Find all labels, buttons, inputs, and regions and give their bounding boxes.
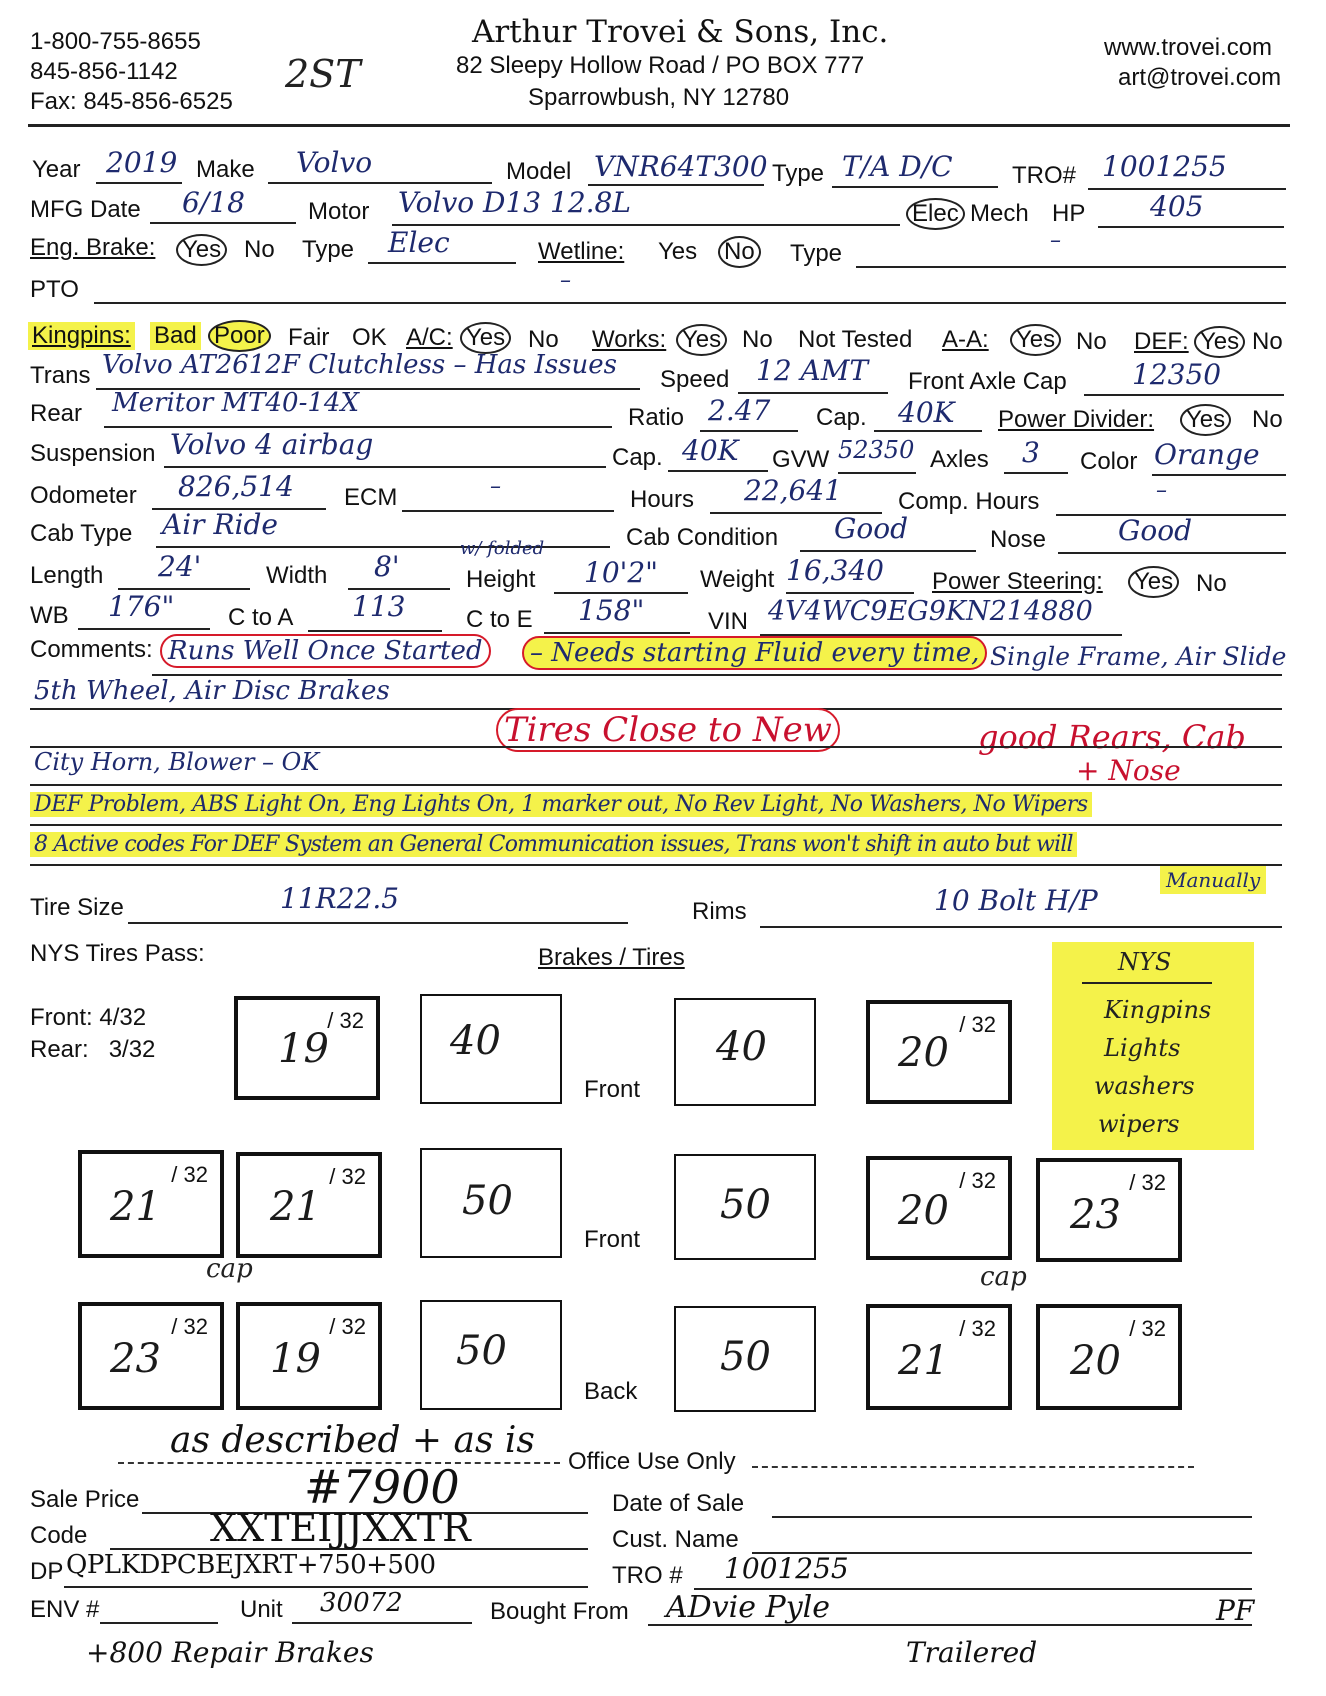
mfg-date-label: MFG Date — [30, 196, 141, 223]
rear-value: Meritor MT40-14X — [112, 388, 359, 418]
as-described-note: as described + as is — [170, 1420, 535, 1461]
wb-line — [78, 628, 210, 630]
model-value: VNR64T300 — [594, 150, 768, 183]
gvw-line — [838, 472, 916, 474]
cap-note-left: cap — [206, 1254, 253, 1284]
hours-value: 22,641 — [744, 474, 842, 507]
mfg-date-value: 6/18 — [182, 186, 245, 219]
tro2-value: 1001255 — [724, 1552, 849, 1585]
tro-label: TRO# — [1012, 162, 1077, 189]
eng-brake-yes-circled: Yes — [176, 234, 227, 266]
height-label: Height — [466, 566, 536, 593]
aa-label: A-A: — [942, 326, 989, 353]
tire-box-front-right: / 32 20 — [866, 1000, 1012, 1104]
nys-note-lights: Lights — [1104, 1034, 1181, 1062]
hours-label: Hours — [630, 486, 695, 513]
model-label: Model — [506, 158, 572, 185]
comment-def-problem: DEF Problem, ABS Light On, Eng Lights On, 1 marker out, No Rev Light, No Washers, No Wipers — [30, 792, 1092, 817]
speed-value: 12 AMT — [756, 354, 869, 387]
phone-2: 845-856-1142 — [30, 58, 178, 85]
ratio-label: Ratio — [628, 404, 685, 431]
hp-line — [1098, 226, 1284, 228]
length-value: 24' — [158, 550, 202, 583]
dp-value: QPLKDPCBEJXRT+750+500 — [66, 1550, 436, 1580]
tire-box-value: 20 — [898, 1188, 949, 1234]
width-label: Width — [266, 562, 328, 589]
pf-value: PF — [1216, 1594, 1255, 1627]
brake-box-value: 50 — [720, 1182, 771, 1228]
power-divider-label: Power Divider: — [998, 406, 1155, 433]
ac-label: A/C: — [406, 324, 453, 351]
front-axle-cap-label: Front Axle Cap — [908, 368, 1067, 395]
suspension-label: Suspension — [30, 440, 156, 467]
nys-note-underline — [1082, 982, 1212, 984]
fax: Fax: 845-856-6525 — [30, 88, 233, 115]
brake-box-value: 40 — [450, 1018, 501, 1064]
hand-mark: 2ST — [285, 52, 361, 96]
brake-box-mid-left — [420, 1148, 562, 1258]
mech-option: Mech — [970, 200, 1029, 227]
motor-label: Motor — [308, 198, 370, 225]
mfg-date-line — [150, 222, 296, 224]
kingpins-poor-circled: Poor — [208, 320, 271, 352]
tire-box-rear-right-inner: / 32 21 — [866, 1304, 1012, 1410]
motor-line — [392, 224, 900, 226]
unit-line — [292, 1622, 472, 1624]
date-of-sale-label: Date of Sale — [612, 1490, 745, 1517]
type-label: Type — [772, 160, 825, 187]
kingpins-bad: Bad — [150, 322, 201, 350]
pto-value: – — [560, 268, 571, 293]
wetline-yes: Yes — [658, 238, 698, 265]
rear-tread-label: Rear: 3/32 — [30, 1036, 156, 1063]
hp-label: HP — [1052, 200, 1086, 227]
comp-hours-label: Comp. Hours — [898, 488, 1040, 515]
comment-fifth-wheel: 5th Wheel, Air Disc Brakes — [34, 676, 390, 706]
weight-line — [786, 592, 914, 594]
kingpins-ok: OK — [352, 324, 387, 351]
brake-box-front-right — [674, 998, 816, 1106]
nose-line — [1058, 552, 1286, 554]
sale-price-value: #7900 — [304, 1460, 460, 1514]
gvw-value: 52350 — [838, 436, 915, 464]
front-axle-cap-line — [1084, 394, 1284, 396]
comments-line-5 — [30, 824, 1282, 826]
c-to-a-label: C to A — [228, 604, 294, 631]
type-value: T/A D/C — [842, 150, 953, 183]
cab-condition-line — [800, 550, 976, 552]
code-label: Code — [30, 1522, 88, 1549]
address-line-1: 82 Sleepy Hollow Road / PO BOX 777 — [456, 52, 865, 79]
brakes-tires-label: Brakes / Tires — [538, 944, 685, 971]
office-use-only-label: Office Use Only — [568, 1448, 736, 1475]
tire-box-value: 23 — [1070, 1192, 1121, 1238]
rims-label: Rims — [692, 898, 747, 925]
tire-box-value: 21 — [898, 1338, 949, 1384]
comment-single-frame: Single Frame, Air Slide — [990, 642, 1287, 671]
office-dashed-right — [752, 1466, 1194, 1468]
height-value: 10'2" — [584, 556, 659, 589]
address-line-2: Sparrowbush, NY 12780 — [528, 84, 790, 111]
cab-condition-label: Cab Condition — [626, 524, 779, 551]
bought-from-value: ADvie Pyle — [666, 1590, 831, 1625]
brake-box-value: 40 — [716, 1024, 767, 1070]
comments-line-6 — [30, 864, 1282, 866]
aa-yes-circled: Yes — [1010, 324, 1061, 356]
date-of-sale-line — [772, 1516, 1252, 1518]
eng-type-line — [368, 262, 516, 264]
brake-box-value: 50 — [462, 1178, 513, 1224]
comment-good-rears: good Rears, Cab — [978, 718, 1246, 756]
wetline-type-value: – — [1050, 228, 1061, 253]
make-line — [268, 182, 492, 184]
unit-value: 30072 — [320, 1588, 403, 1618]
length-label: Length — [30, 562, 104, 589]
nys-note-wipers: wipers — [1098, 1110, 1180, 1138]
tire-size-line — [128, 922, 628, 924]
tire-box-value: 19 — [278, 1026, 329, 1072]
ecm-line — [402, 510, 614, 512]
comment-manually: Manually — [1160, 866, 1266, 894]
tire-box-value: 19 — [270, 1336, 321, 1382]
tire-box-value: 21 — [270, 1184, 321, 1230]
eng-type-value: Elec — [388, 226, 450, 259]
comment-runs-well-circled: Runs Well Once Started — [160, 634, 491, 668]
rims-value: 10 Bolt H/P — [934, 884, 1098, 917]
tire-box-mid-right-inner: / 32 20 — [866, 1156, 1012, 1260]
eng-brake-label: Eng. Brake: — [30, 234, 156, 261]
def-yes-circled: Yes — [1194, 326, 1245, 358]
kingpins-fair: Fair — [288, 324, 330, 351]
tire-box-value: 20 — [898, 1030, 949, 1076]
sale-price-label: Sale Price — [30, 1486, 140, 1513]
bought-from-label: Bought From — [490, 1598, 629, 1625]
eng-type-label: Type — [302, 236, 355, 263]
comment-tires-close-to-new: Tires Close to New — [496, 708, 840, 752]
make-label: Make — [196, 156, 255, 183]
c-to-e-value: 158" — [578, 594, 645, 627]
c-to-e-label: C to E — [466, 606, 533, 633]
repair-brakes-note: +800 Repair Brakes — [86, 1636, 374, 1669]
company-name: Arthur Trovei & Sons, Inc. — [472, 14, 889, 50]
wetline-type-line — [856, 266, 1286, 268]
power-divider-yes-circled: Yes — [1180, 404, 1231, 436]
brake-box-mid-right — [674, 1154, 816, 1260]
comment-city-horn: City Horn, Blower – OK — [34, 748, 320, 776]
height-note: w/ folded — [460, 538, 545, 559]
weight-label: Weight — [700, 566, 775, 593]
tire-box-rear-left-outer: / 32 23 — [78, 1302, 224, 1410]
axle-label-back: Back — [584, 1378, 638, 1405]
power-divider-no: No — [1252, 406, 1283, 433]
tire-size-value: 11R22.5 — [280, 882, 400, 915]
susp-cap-value: 40K — [682, 434, 739, 467]
nys-note-title: NYS — [1118, 948, 1172, 976]
wetline-type-label: Type — [790, 240, 843, 267]
comments-line-4 — [30, 784, 1282, 786]
color-line — [1152, 474, 1286, 476]
pto-line — [94, 302, 1286, 304]
email: art@trovei.com — [1118, 64, 1282, 91]
speed-label: Speed — [660, 366, 730, 393]
env-label: ENV # — [30, 1596, 100, 1623]
wb-label: WB — [30, 602, 69, 629]
cab-type-value: Air Ride — [162, 508, 278, 541]
tire-box-rear-left-inner: / 32 19 — [236, 1302, 382, 1410]
ac-no: No — [528, 326, 559, 353]
nys-note-kingpins: Kingpins — [1104, 996, 1212, 1024]
front-tread-label: Front: 4/32 — [30, 1004, 147, 1031]
c-to-a-line — [308, 630, 442, 632]
tro2-label: TRO # — [612, 1562, 683, 1589]
vin-label: VIN — [708, 608, 749, 635]
ratio-line — [700, 430, 798, 432]
trans-label: Trans — [30, 362, 91, 389]
axle-label-front-2: Front — [584, 1226, 641, 1253]
suspension-value: Volvo 4 airbag — [170, 428, 374, 461]
year-line — [96, 182, 182, 184]
eng-brake-no: No — [244, 236, 275, 263]
motor-value: Volvo D13 12.8L — [398, 186, 631, 219]
weight-value: 16,340 — [786, 554, 884, 587]
power-steering-no: No — [1196, 570, 1227, 597]
vin-value: 4V4WC9EG9KN214880 — [768, 596, 1093, 627]
rear-cap-label: Cap. — [816, 404, 867, 431]
env-line — [100, 1622, 218, 1624]
wb-value: 176" — [108, 590, 175, 623]
color-label: Color — [1080, 448, 1138, 475]
cab-condition-value: Good — [834, 512, 909, 545]
cap-note-right: cap — [980, 1262, 1027, 1292]
works-not-tested: Not Tested — [798, 326, 913, 353]
tire-box-mid-left-outer: / 32 21 — [78, 1150, 224, 1258]
type-line — [832, 186, 998, 188]
gvw-label: GVW — [772, 446, 830, 473]
width-value: 8' — [374, 550, 400, 583]
phone-1: 1-800-755-8655 — [30, 28, 201, 55]
nose-value: Good — [1118, 514, 1193, 547]
brake-box-value: 50 — [456, 1328, 507, 1374]
tire-box-value: 23 — [110, 1336, 161, 1382]
susp-cap-line — [668, 470, 768, 472]
ac-yes-circled: Yes — [460, 322, 511, 354]
axles-value: 3 — [1022, 436, 1040, 469]
tire-box-value: 21 — [110, 1184, 161, 1230]
tire-box-mid-left-inner: / 32 21 — [236, 1152, 382, 1258]
odometer-value: 826,514 — [178, 470, 294, 503]
rear-cap-value: 40K — [898, 396, 955, 429]
works-no: No — [742, 326, 773, 353]
brake-box-front-left — [420, 994, 562, 1104]
c-to-a-value: 113 — [352, 590, 406, 623]
works-yes-circled: Yes — [676, 324, 727, 356]
def-no: No — [1252, 328, 1283, 355]
comment-starting-fluid-circled: – Needs starting Fluid every time, — [522, 636, 987, 670]
pto-label: PTO — [30, 276, 79, 303]
def-label: DEF: — [1134, 328, 1189, 355]
code-value: XXTEIJJXXTR — [210, 1506, 471, 1550]
website: www.trovei.com — [1104, 34, 1273, 61]
power-steering-yes-circled: Yes — [1128, 566, 1179, 598]
comp-hours-value: – — [1156, 478, 1167, 503]
wetline-label: Wetline: — [538, 238, 625, 265]
trans-value: Volvo AT2612F Clutchless – Has Issues — [102, 350, 617, 380]
rims-line — [760, 926, 1282, 928]
odometer-label: Odometer — [30, 482, 137, 509]
header-divider — [28, 124, 1290, 127]
comment-plus-nose: + Nose — [1076, 754, 1181, 787]
power-steering-label: Power Steering: — [932, 568, 1103, 595]
nys-tires-pass-label: NYS Tires Pass: — [30, 940, 205, 967]
axles-line — [1004, 472, 1068, 474]
brake-box-rear-right — [674, 1306, 816, 1412]
dp-label: DP — [30, 1558, 64, 1585]
trailered-note: Trailered — [906, 1636, 1038, 1669]
suspension-line — [164, 466, 606, 468]
brake-box-rear-left — [420, 1300, 562, 1410]
ecm-value: – — [490, 474, 501, 499]
tire-box-value: 20 — [1070, 1338, 1121, 1384]
color-value: Orange — [1154, 438, 1260, 471]
cab-type-label: Cab Type — [30, 520, 133, 547]
axle-label-front-1: Front — [584, 1076, 641, 1103]
susp-cap-label: Cap. — [612, 444, 663, 471]
rear-cap-line — [874, 430, 982, 432]
comments-label: Comments: — [30, 636, 153, 663]
works-label: Works: — [592, 326, 667, 353]
c-to-e-line — [544, 632, 690, 634]
cust-name-label: Cust. Name — [612, 1526, 739, 1553]
ecm-label: ECM — [344, 484, 398, 511]
hp-value: 405 — [1150, 190, 1204, 223]
year-value: 2019 — [106, 146, 178, 179]
rear-label: Rear — [30, 400, 83, 427]
elec-option-circled: Elec — [906, 198, 965, 230]
tire-box-mid-right-outer: / 32 23 — [1036, 1158, 1182, 1262]
kingpins-label: Kingpins: — [28, 322, 135, 350]
ratio-value: 2.47 — [708, 394, 771, 427]
tire-box-rear-right-outer: / 32 20 — [1036, 1304, 1182, 1410]
axles-label: Axles — [930, 446, 989, 473]
comment-active-codes: 8 Active codes For DEF System an General Communication issues, Trans won't shift in auto but will — [30, 832, 1077, 857]
tire-box-front-left: / 32 19 — [234, 996, 380, 1100]
year-label: Year — [32, 156, 81, 183]
wetline-no-circled: No — [718, 236, 761, 268]
nys-note — [1052, 942, 1254, 1150]
front-axle-cap-value: 12350 — [1132, 358, 1222, 391]
brake-box-value: 50 — [720, 1334, 771, 1380]
tire-size-label: Tire Size — [30, 894, 124, 921]
make-value: Volvo — [296, 146, 373, 179]
nys-note-washers: washers — [1094, 1072, 1195, 1100]
unit-label: Unit — [240, 1596, 283, 1623]
nose-label: Nose — [990, 526, 1047, 553]
tro-value: 1001255 — [1102, 150, 1227, 183]
aa-no: No — [1076, 328, 1107, 355]
